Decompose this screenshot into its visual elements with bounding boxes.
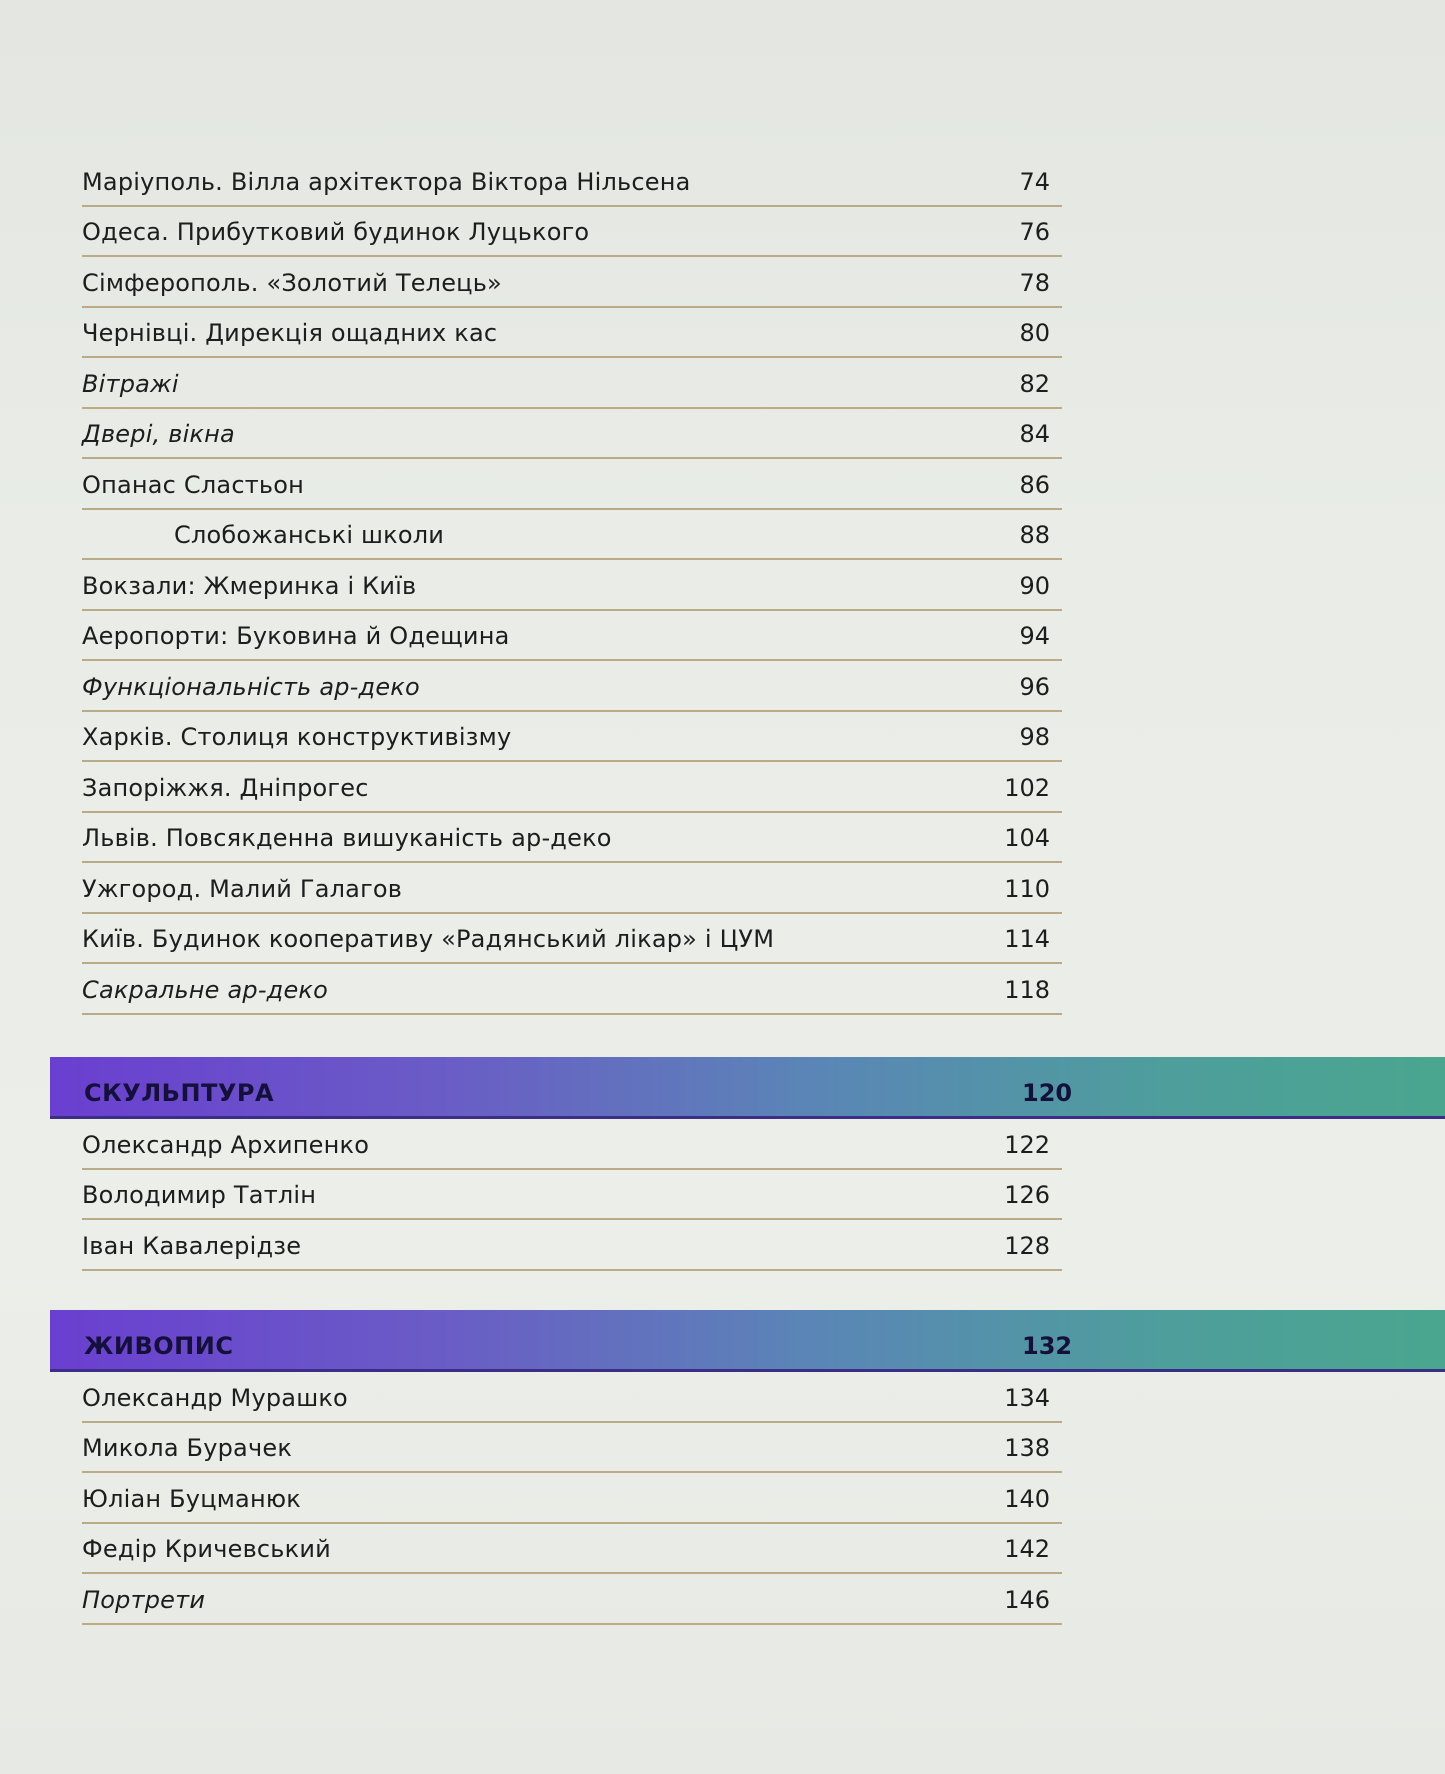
toc-entry-page: 80 <box>1019 319 1050 347</box>
toc-entry-title: Київ. Будинок кооперативу «Радянський лікар» і ЦУМ <box>82 925 775 953</box>
toc-entry-title: Аеропорти: Буковина й Одещина <box>82 622 510 650</box>
toc-entry-title: Маріуполь. Вілла архітектора Віктора Нільсена <box>82 168 691 196</box>
toc-entry[interactable] <box>82 258 1062 308</box>
toc-entry-title: Ужгород. Малий Галагов <box>82 875 403 903</box>
toc-entry[interactable] <box>82 460 1062 510</box>
toc-entry[interactable] <box>82 1575 1062 1625</box>
toc-entry-page: 146 <box>1004 1586 1050 1614</box>
toc-entry-page: 102 <box>1004 774 1050 802</box>
toc-entry[interactable] <box>82 1373 1062 1423</box>
toc-entry-title: Олександр Архипенко <box>82 1131 370 1159</box>
toc-entry[interactable] <box>82 813 1062 863</box>
toc-entry-page: 128 <box>1004 1232 1050 1260</box>
toc-entry[interactable] <box>82 1221 1062 1271</box>
toc-entry-title: Функціональність ар-деко <box>82 673 420 701</box>
toc-entry-title: Іван Кавалерідзе <box>82 1232 302 1260</box>
toc-entry-title: Вокзали: Жмеринка і Київ <box>82 572 417 600</box>
toc-entry[interactable] <box>82 510 1062 560</box>
toc-entry-page: 142 <box>1004 1535 1050 1563</box>
toc-entry-page: 84 <box>1019 420 1050 448</box>
toc-entry-title: Харків. Столиця конструктивізму <box>82 723 512 751</box>
toc-entry-page: 114 <box>1004 925 1050 953</box>
toc-entry[interactable] <box>82 409 1062 459</box>
toc-entry-page: 90 <box>1019 572 1050 600</box>
toc-entry-title: Сімферополь. «Золотий Телець» <box>82 269 502 297</box>
toc-entry[interactable] <box>82 359 1062 409</box>
toc-entry[interactable] <box>82 308 1062 358</box>
toc-entry[interactable] <box>82 712 1062 762</box>
toc-entry-page: 76 <box>1019 218 1050 246</box>
toc-entry-page: 122 <box>1004 1131 1050 1159</box>
toc-entry[interactable] <box>82 561 1062 611</box>
toc-entry-page: 74 <box>1019 168 1050 196</box>
toc-entry[interactable] <box>82 157 1062 207</box>
toc-entry-title: Слобожанські школи <box>174 521 445 549</box>
toc-entry-page: 96 <box>1019 673 1050 701</box>
toc-entry-title: Федір Кричевський <box>82 1535 331 1563</box>
toc-entry[interactable] <box>82 611 1062 661</box>
toc-entry[interactable] <box>82 763 1062 813</box>
toc-entry-title: Микола Бурачек <box>82 1434 293 1462</box>
toc-entry-page: 78 <box>1019 269 1050 297</box>
toc-entry[interactable] <box>82 965 1062 1015</box>
toc-entry-title: Запоріжжя. Дніпрогес <box>82 774 369 802</box>
toc-entry[interactable] <box>82 207 1062 257</box>
toc-entry[interactable] <box>82 1120 1062 1170</box>
toc-entry[interactable] <box>82 914 1062 964</box>
toc-entry[interactable] <box>82 1423 1062 1473</box>
toc-entry-title: Олександр Мурашко <box>82 1384 348 1412</box>
toc-entry-page: 88 <box>1019 521 1050 549</box>
section-header-painting[interactable] <box>50 1310 1445 1372</box>
toc-entry[interactable] <box>82 864 1062 914</box>
section-title: СКУЛЬПТУРА <box>84 1079 275 1107</box>
toc-entry-page: 104 <box>1004 824 1050 852</box>
section-title: ЖИВОПИС <box>84 1332 234 1360</box>
toc-entry-page: 140 <box>1004 1485 1050 1513</box>
toc-entry-title: Вітражі <box>82 370 179 398</box>
section-page: 132 <box>1022 1332 1073 1360</box>
toc-entry-page: 86 <box>1019 471 1050 499</box>
toc-entry-title: Опанас Сластьон <box>82 471 305 499</box>
toc-entry-page: 98 <box>1019 723 1050 751</box>
section-page: 120 <box>1022 1079 1073 1107</box>
toc-entry[interactable] <box>82 1170 1062 1220</box>
section-header-sculpture[interactable] <box>50 1057 1445 1119</box>
toc-entry-page: 110 <box>1004 875 1050 903</box>
toc-entry-page: 126 <box>1004 1181 1050 1209</box>
toc-entry[interactable] <box>82 1474 1062 1524</box>
toc-entry-title: Сакральне ар-деко <box>82 976 329 1004</box>
toc-entry-page: 94 <box>1019 622 1050 650</box>
toc-entry-page: 138 <box>1004 1434 1050 1462</box>
toc-entry-title: Двері, вікна <box>82 420 235 448</box>
toc-entry[interactable] <box>82 662 1062 712</box>
toc-entry-title: Юліан Буцманюк <box>82 1485 301 1513</box>
toc-entry-title: Володимир Татлін <box>82 1181 317 1209</box>
toc-entry-page: 82 <box>1019 370 1050 398</box>
toc-entry-title: Львів. Повсякденна вишуканість ар-деко <box>82 824 612 852</box>
toc-entry-page: 134 <box>1004 1384 1050 1412</box>
toc-entry-title: Одеса. Прибутковий будинок Луцького <box>82 218 590 246</box>
toc-entry[interactable] <box>82 1524 1062 1574</box>
toc-entry-page: 118 <box>1004 976 1050 1004</box>
toc-entry-title: Чернівці. Дирекція ощадних кас <box>82 319 498 347</box>
toc-entry-title: Портрети <box>82 1586 206 1614</box>
